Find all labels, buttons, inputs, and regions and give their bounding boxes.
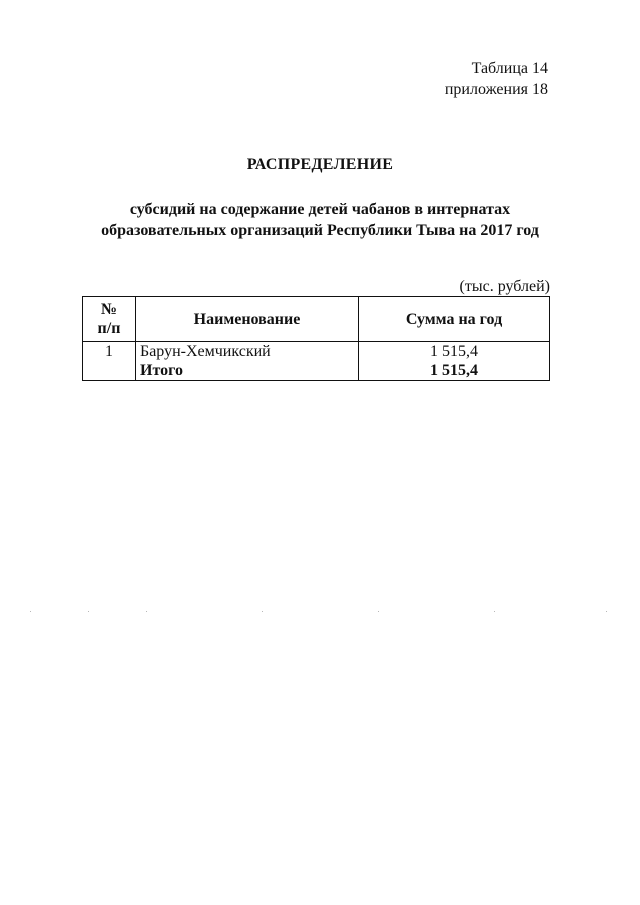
row-name: Барун-Хемчикский bbox=[136, 342, 359, 362]
scan-specks bbox=[30, 611, 610, 613]
header-number bbox=[83, 297, 136, 342]
annex-appendix-number: приложения 18 bbox=[444, 81, 548, 98]
scan-speck bbox=[146, 611, 147, 612]
total-number-cell bbox=[83, 361, 136, 381]
row-sum: 1 515,4 bbox=[359, 342, 550, 362]
scan-speck bbox=[30, 611, 31, 612]
annex-reference bbox=[445, 58, 548, 100]
scan-speck bbox=[494, 611, 495, 612]
document-title: РАСПРЕДЕЛЕНИЕ bbox=[246, 156, 394, 173]
total-row bbox=[83, 361, 550, 381]
row-number: 1 bbox=[83, 342, 136, 362]
document-subtitle bbox=[0, 199, 640, 241]
table-header-row bbox=[83, 297, 550, 342]
header-name: Наименование bbox=[136, 297, 359, 342]
total-sum: 1 515,4 bbox=[359, 361, 550, 381]
subtitle-line-2: образовательных организаций Республики Тыва на 2017 год bbox=[101, 222, 539, 239]
table-row bbox=[83, 342, 550, 362]
distribution-table bbox=[82, 296, 550, 381]
units-note: (тыс. рублей) bbox=[459, 278, 550, 295]
subtitle-line-1: субсидий на содержание детей чабанов в интернатах bbox=[129, 201, 511, 218]
scan-speck bbox=[378, 611, 379, 612]
total-label: Итого bbox=[136, 361, 359, 381]
scan-speck bbox=[262, 611, 263, 612]
scan-speck bbox=[606, 611, 607, 612]
header-number-symbol: № bbox=[100, 301, 118, 318]
scan-speck bbox=[88, 611, 89, 612]
annex-table-number: Таблица 14 bbox=[471, 60, 548, 77]
header-number-pp: п/п bbox=[97, 320, 121, 337]
header-sum: Сумма на год bbox=[359, 297, 550, 342]
